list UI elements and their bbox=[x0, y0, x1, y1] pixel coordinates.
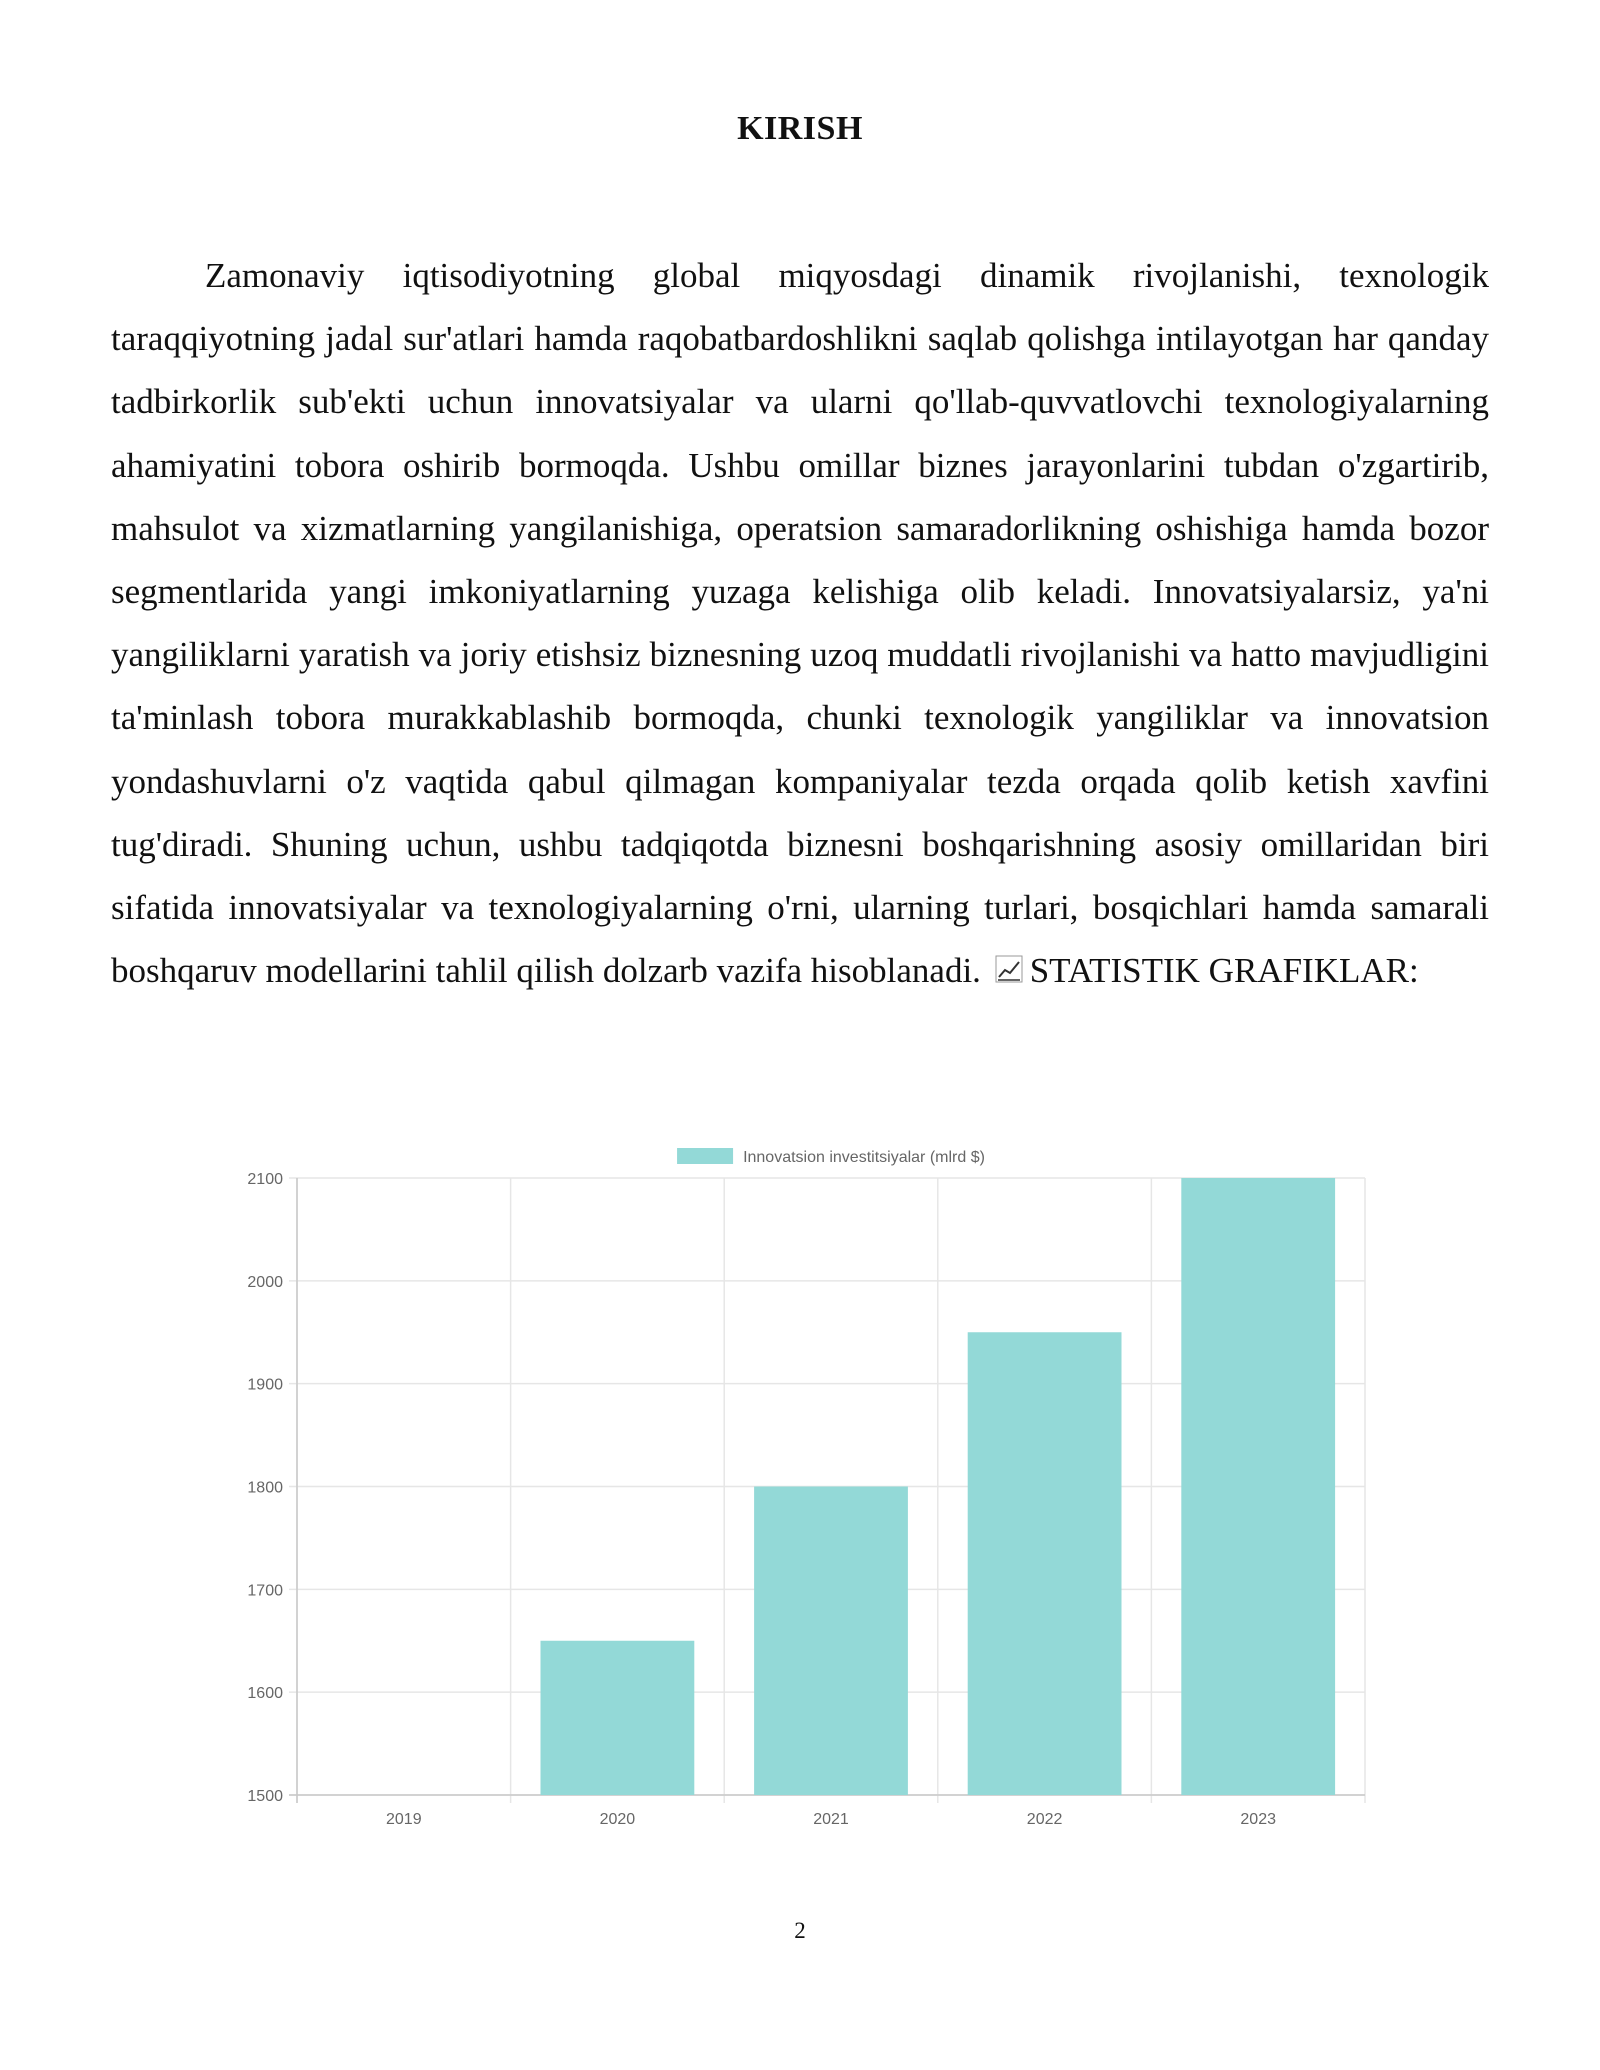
x-tick-label: 2021 bbox=[813, 1811, 849, 1828]
x-tick-label: 2019 bbox=[386, 1811, 422, 1828]
intro-text: Zamonaviy iqtisodiyotning global miqyosdagi dinamik rivojlanishi, texnologik taraqqiyotning jadal sur'atlari hamda raqobatbardoshlikni saqlab qolishga intilayotgan har qanday tadbirkorlik sub'ekti uchun innovatsiyalar va ularni qo'llab-quvvatlovchi texnologiyalarning ahamiyatini tobora oshirib bormoqda. Ushbu omillar biznes jarayonlarini tubdan o'zgartirib, mahsulot va xizmatlarning yangilanishiga, operatsion samaradorlikning oshishiga hamda bozor segmentlarida yangi imkoniyatlarning yuzaga kelishiga olib keladi. Innovatsiyalarsiz, ya'ni yangiliklarni yaratish va joriy etishsiz biznesning uzoq muddatli rivojlanishi va hatto mavjudligini ta'minlash tobora murakkablashib bormoqda, chunki texnologik yangiliklar va innovatsion yondashuvlarni o'z vaqtida qabul qilmagan kompaniyalar tezda orqada qolib ketish xavfini tug'diradi. Shuning uchun, ushbu tadqiqotda biznesni boshqarishning asosiy omillaridan biri sifatida innovatsiyalar va texnologiyalarning o'rni, ularning turlari, bosqichlari hamda samarali boshqaruv modellarini tahlil qilish dolzarb vazifa hisoblanadi. bbox=[111, 256, 1489, 991]
y-tick-label: 1900 bbox=[247, 1376, 283, 1394]
bar-chart bbox=[220, 1135, 1385, 1835]
y-tick-label: 2000 bbox=[247, 1273, 283, 1291]
bar bbox=[754, 1487, 908, 1796]
y-tick-label: 2100 bbox=[247, 1171, 283, 1188]
intro-paragraph bbox=[111, 244, 1489, 1002]
page-title: KIRISH bbox=[737, 110, 863, 147]
y-tick-label: 1700 bbox=[247, 1582, 283, 1600]
bar bbox=[1181, 1178, 1335, 1795]
stats-heading: STATISTIK GRAFIKLAR: bbox=[1029, 951, 1419, 991]
page-number: 2 bbox=[794, 1918, 806, 1943]
legend-swatch bbox=[677, 1148, 733, 1164]
y-tick-label: 1600 bbox=[247, 1685, 283, 1703]
x-tick-label: 2020 bbox=[599, 1811, 636, 1828]
chart-increasing-icon bbox=[994, 954, 1024, 984]
bar bbox=[968, 1332, 1122, 1795]
y-tick-label: 1500 bbox=[247, 1788, 283, 1805]
bar bbox=[541, 1641, 695, 1795]
legend-label: Innovatsion investitsiyalar (mlrd $) bbox=[743, 1149, 985, 1166]
x-tick-label: 2023 bbox=[1240, 1811, 1276, 1828]
y-tick-label: 1800 bbox=[247, 1479, 283, 1497]
x-tick-label: 2022 bbox=[1026, 1811, 1063, 1828]
bar-chart-svg bbox=[220, 1135, 1385, 1835]
